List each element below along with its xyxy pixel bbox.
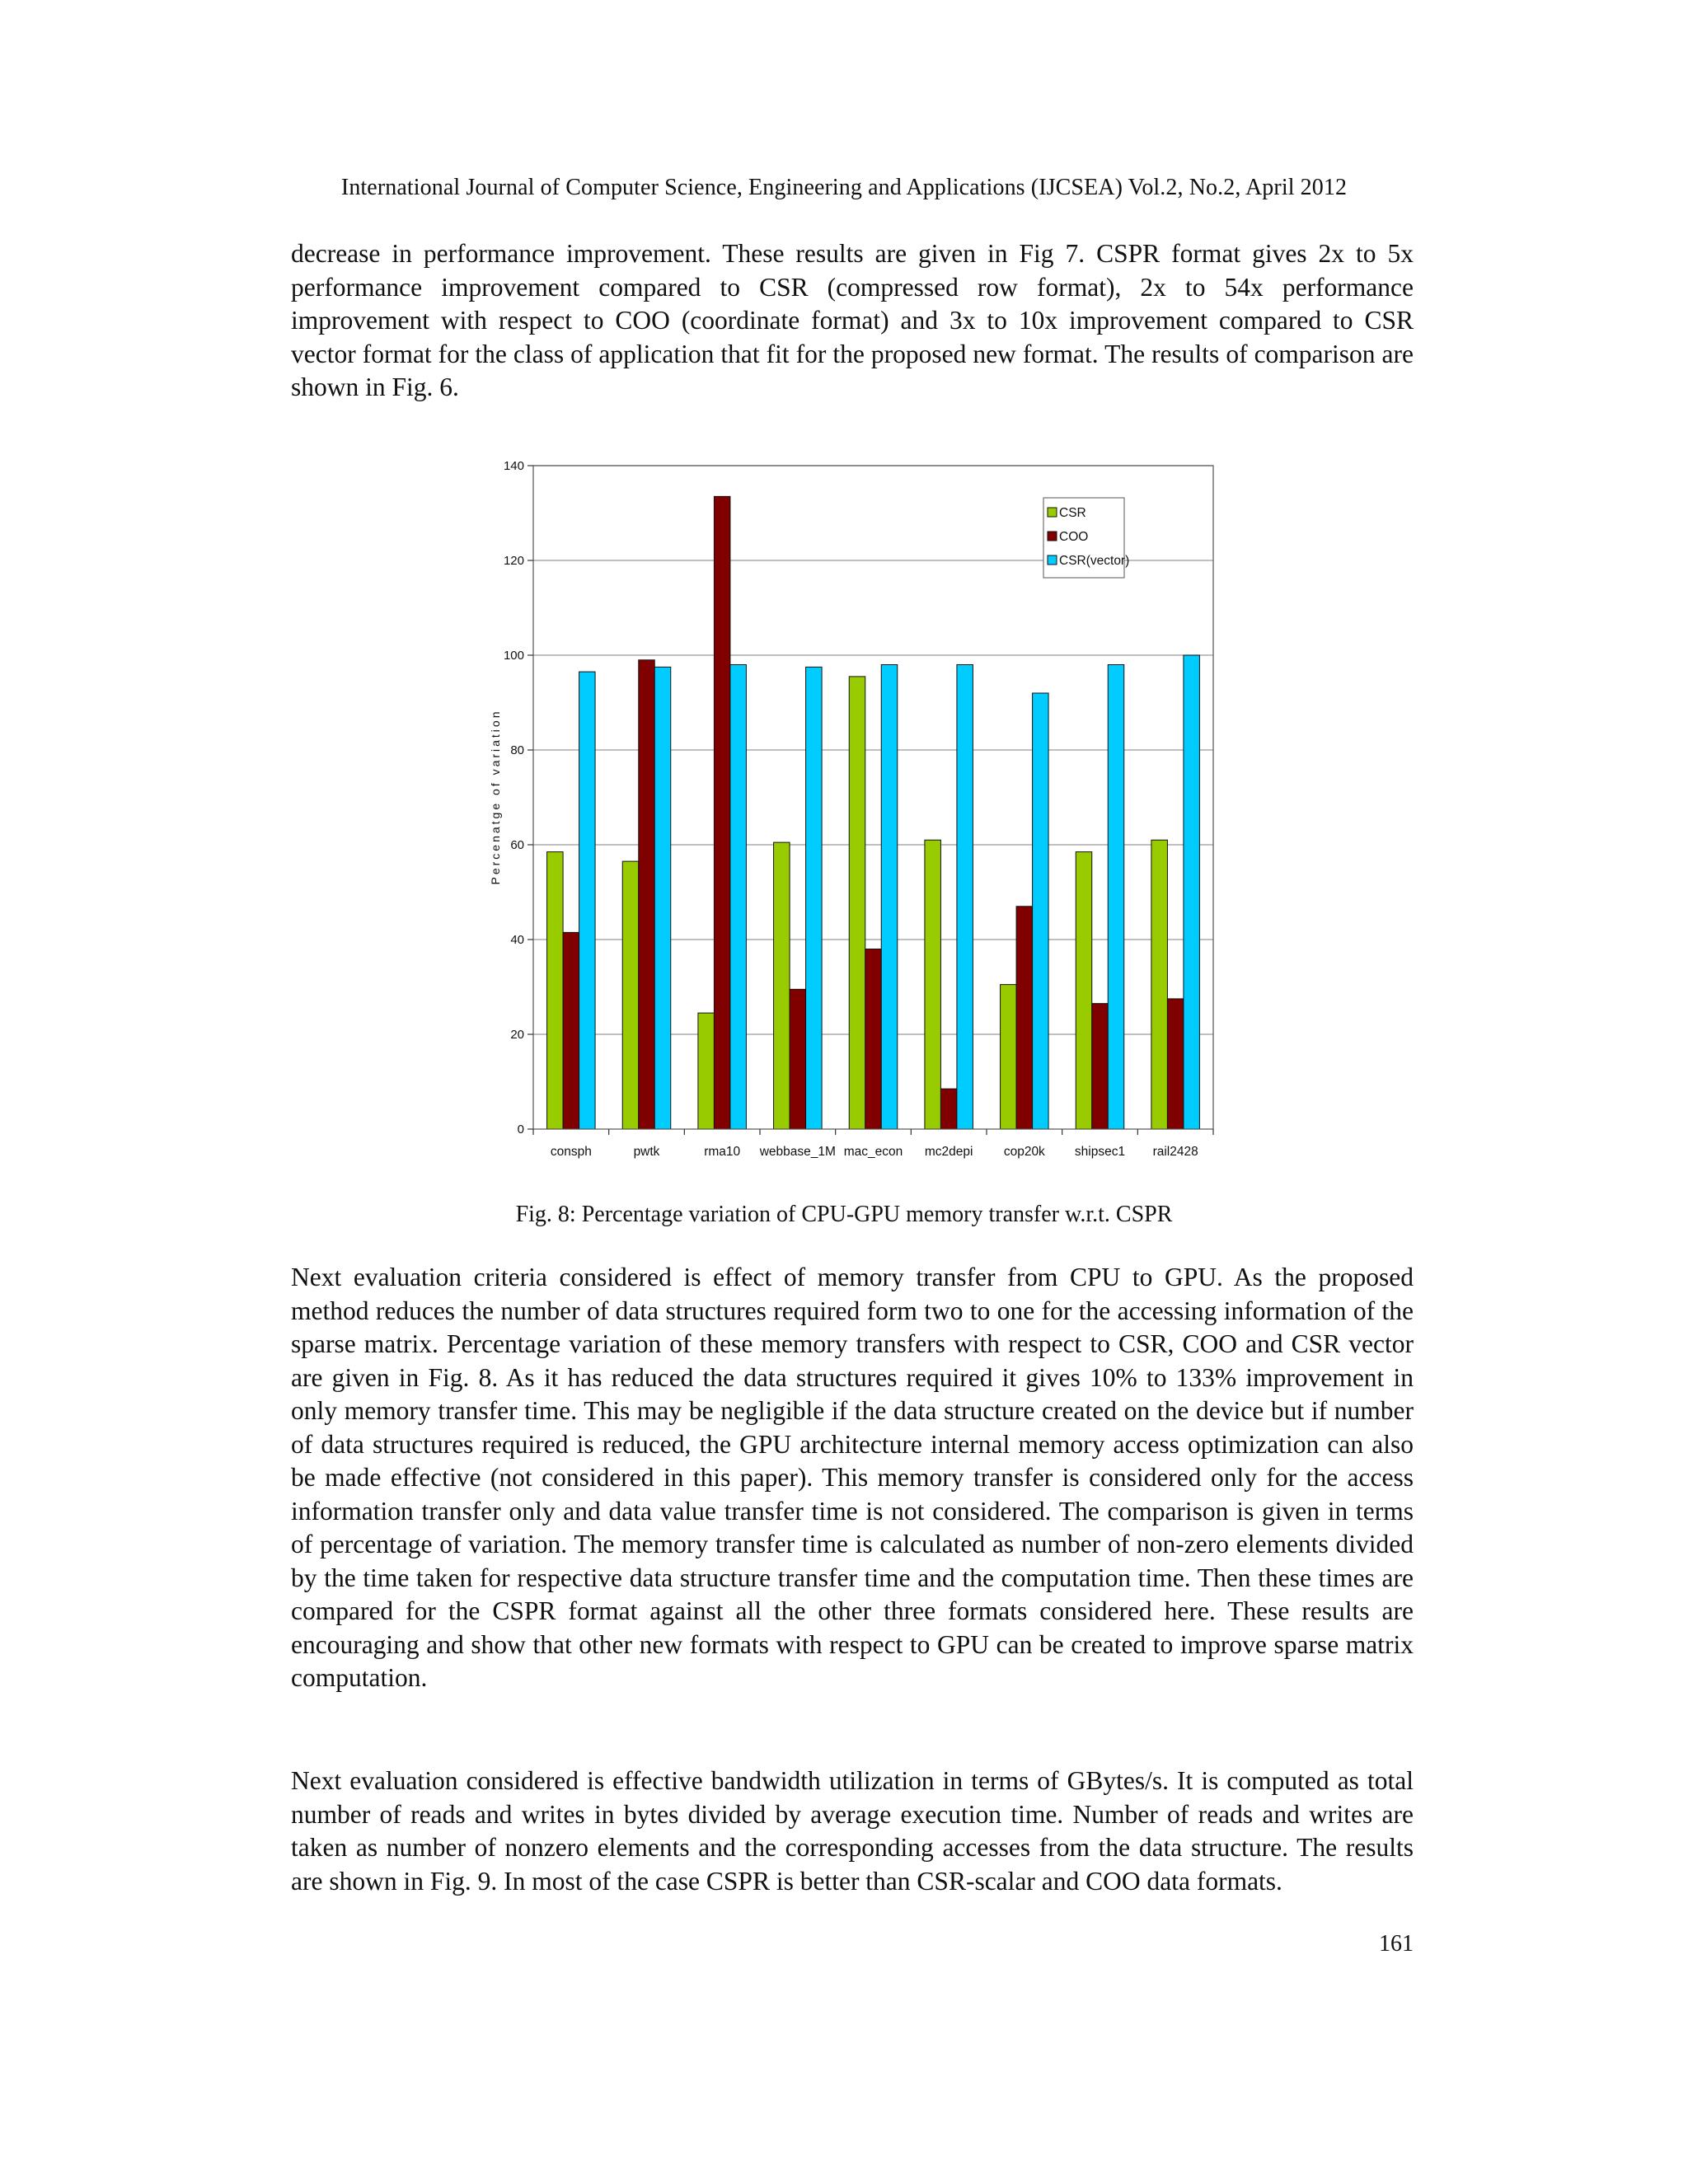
body-paragraph-3: Next evaluation considered is effective bandwidth utilization in terms of GBytes/s. It is computed as total number of reads and writes in bytes divided by average execution time. Number of reads and writes are taken as number of nonzero elements and the corresponding accesses from the data structure. The results are shown in Fig. 9. In most of the case CSPR is better than CSR-scalar and COO data formats. <box>291 1766 1414 1896</box>
page-number: 161 <box>1379 1931 1414 1957</box>
body-paragraph-1: decrease in performance improvement. These results are given in Fig 7. CSPR format gives 2x to 5x performance improvement compared to CSR (compressed row format), 2x to 54x performance improvement with respect to COO (coordinate format) and 3x to 10x improvement compared to CSR vector format for the class of application that fit for the proposed new format. The results of comparison are shown in Fig. 6. <box>291 239 1414 401</box>
legend-label: COO <box>1059 530 1089 544</box>
journal-header: International Journal of Computer Science, Engineering and Applications (IJCSEA) Vol.2, No.2, April 2012 <box>340 175 1348 200</box>
bar-coo-mc2depi <box>940 1089 957 1129</box>
bar-coo-rma10 <box>714 496 730 1129</box>
bar-csr-consph <box>547 852 564 1129</box>
legend-swatch <box>1048 508 1057 517</box>
bar-chart <box>462 445 1236 1170</box>
x-category-labels <box>533 1129 1213 1159</box>
bar-csr-vector-shipsec1 <box>1108 665 1124 1130</box>
bar-csr-vector-consph <box>579 672 596 1129</box>
bar-coo-consph <box>563 932 579 1129</box>
figure-caption: Fig. 8: Percentage variation of CPU-GPU memory transfer w.r.t. CSPR <box>515 1202 1173 1227</box>
bar-csr-mc2depi <box>925 840 941 1129</box>
legend-swatch <box>1048 532 1057 541</box>
y-axis-label: Percenatge of variation <box>489 709 502 885</box>
bar-csr-vector-mac-econ <box>881 665 898 1130</box>
legend <box>1043 498 1129 578</box>
bar-coo-shipsec1 <box>1092 1004 1109 1129</box>
legend-label: CSR(vector) <box>1059 554 1130 568</box>
y-tick-label: 40 <box>510 933 524 947</box>
y-tick-label: 100 <box>503 649 524 663</box>
bar-coo-pwtk <box>639 660 655 1129</box>
bar-csr-vector-rma10 <box>730 665 747 1130</box>
x-category-label: mac_econ <box>843 1145 903 1159</box>
bar-csr-shipsec1 <box>1076 852 1092 1129</box>
body-paragraph-2: Next evaluation criteria considered is effect of memory transfer from CPU to GPU. As the proposed method reduces the number of data structures required form two to one for the accessing information of the sparse matrix. Percentage variation of these memory transfers with respect to CSR, COO and CSR vector are given in Fig. 8. As it has reduced the data structures required it gives 10% to 133% improvement in only memory transfer time. This may be negligible if the data structure created on the device but if number of data structures required is reduced, the GPU architecture internal memory access optimization can also be made effective (not considered in this paper). This memory transfer is considered only for the access information transfer only and data value transfer time is not considered. The comparison is given in terms of percentage of variation. The memory transfer time is calculated as number of non-zero elements divided by the time taken for respective data structure transfer time and the computation time. Then these times are compared for the CSPR format against all the other three formats considered here. These results are encouraging and show that other new formats with respect to GPU can be created to improve sparse matrix computation. <box>291 1263 1414 1692</box>
bar-coo-mac-econ <box>865 949 882 1130</box>
bars <box>547 496 1200 1129</box>
legend-swatch <box>1048 555 1057 565</box>
bar-csr-rma10 <box>698 1013 715 1129</box>
y-tick-label: 60 <box>510 838 524 852</box>
x-category-label: consph <box>550 1145 592 1159</box>
x-category-label: shipsec1 <box>1074 1145 1126 1159</box>
legend-label: CSR <box>1059 506 1086 520</box>
y-tick-label: 120 <box>503 554 524 568</box>
x-category-label: cop20k <box>1003 1145 1045 1159</box>
y-tick-label: 140 <box>503 459 524 473</box>
bar-csr-webbase-1m <box>774 842 790 1129</box>
x-category-label: pwtk <box>633 1145 660 1159</box>
bar-csr-vector-rail2428 <box>1184 655 1200 1129</box>
bar-csr-pwtk <box>622 861 639 1129</box>
x-category-label: mc2depi <box>924 1145 973 1159</box>
bar-csr-vector-mc2depi <box>957 665 973 1130</box>
y-tick-label: 20 <box>510 1028 524 1042</box>
bar-coo-cop20k <box>1016 907 1033 1129</box>
bar-csr-rail2428 <box>1151 840 1168 1129</box>
bar-coo-webbase-1m <box>790 989 806 1129</box>
bar-csr-mac-econ <box>849 677 865 1129</box>
bar-csr-cop20k <box>1001 985 1017 1129</box>
y-tick-label: 80 <box>510 743 524 757</box>
y-tick-labels <box>504 459 533 1137</box>
bar-csr-vector-webbase-1m <box>806 667 823 1129</box>
x-category-label: rma10 <box>704 1145 741 1159</box>
bar-coo-rail2428 <box>1167 999 1184 1129</box>
y-tick-label: 0 <box>517 1122 524 1137</box>
bar-csr-vector-cop20k <box>1033 693 1049 1129</box>
x-category-label: webbase_1M <box>759 1145 836 1159</box>
bar-csr-vector-pwtk <box>654 667 671 1129</box>
x-category-label: rail2428 <box>1152 1145 1198 1159</box>
